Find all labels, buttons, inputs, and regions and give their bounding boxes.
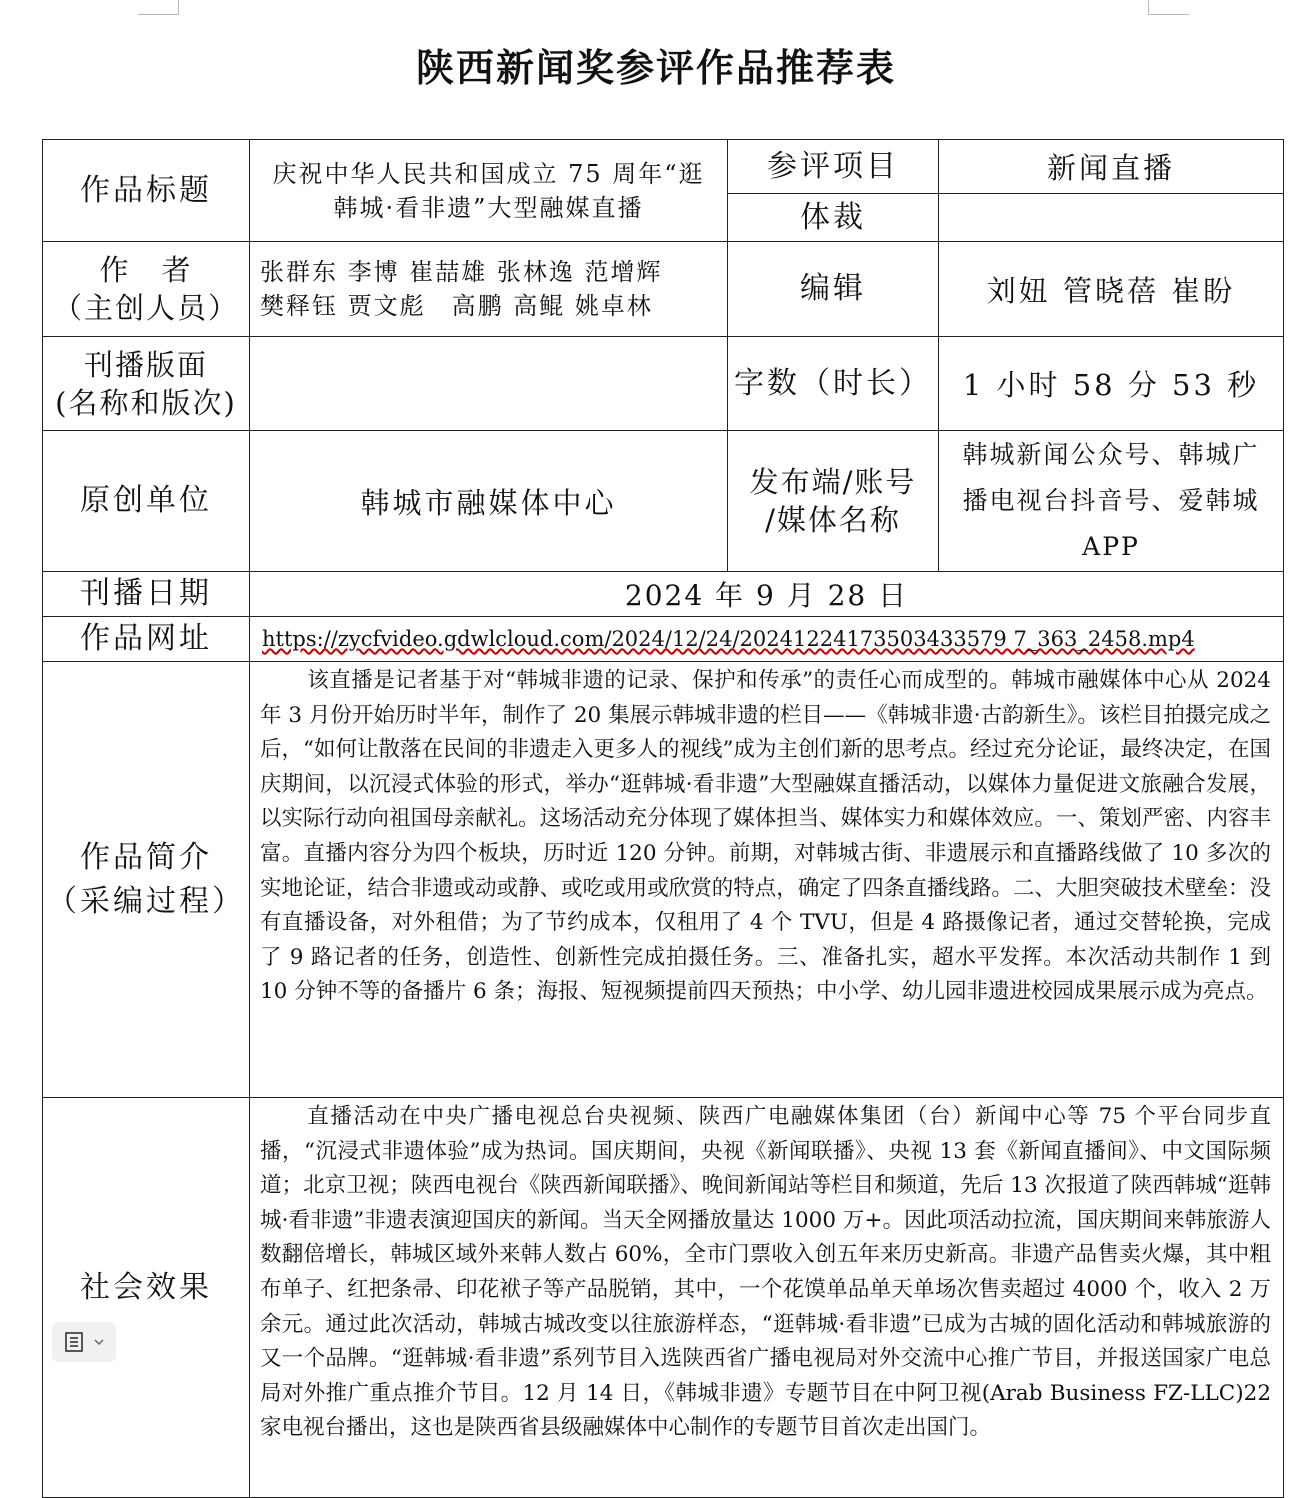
label-genre: 体裁 xyxy=(728,194,939,242)
publish-accounts-line-2: 播电视台抖音号、爱韩城 xyxy=(962,486,1260,515)
authors-line-2: 樊释钰 贾文彪 高鹏 高鲲 姚卓林 xyxy=(260,292,653,320)
label-publish-account xyxy=(728,431,939,572)
work-title-line-1: 庆祝中华人民共和国成立 75 周年“逛 xyxy=(272,159,705,188)
chevron-down-icon xyxy=(93,1336,105,1348)
label-effect: 社会效果 xyxy=(43,1098,250,1498)
work-url-link[interactable]: https://zycfvideo.gdwlcloud.com/2024/12/24/20241224173503433579 7_363_2458.mp4 xyxy=(262,627,1195,651)
value-publish-date: 2024 年 9 月 28 日 xyxy=(250,572,1284,617)
document-outline-button[interactable] xyxy=(52,1322,116,1362)
label-category: 参评项目 xyxy=(728,140,939,194)
label-author-sub: （主创人员） xyxy=(52,291,239,325)
label-summary xyxy=(43,662,250,1098)
label-original-unit: 原创单位 xyxy=(43,431,250,572)
value-original-unit: 韩城市融媒体中心 xyxy=(250,431,728,572)
label-layout-sub: (名称和版次) xyxy=(55,385,237,420)
page-corner-mark-right xyxy=(1148,0,1189,15)
value-authors xyxy=(250,242,728,337)
value-url-cell xyxy=(250,617,1284,662)
authors-line-1: 张群东 李博 崔喆雄 张林逸 范增辉 xyxy=(260,258,663,286)
label-url: 作品网址 xyxy=(43,617,250,662)
work-title-line-2: 韩城·看非遗”大型融媒直播 xyxy=(333,193,644,222)
recommendation-form-table xyxy=(42,139,1284,1498)
value-publish-accounts xyxy=(939,431,1284,572)
label-summary-main: 作品简介 xyxy=(80,839,212,875)
label-editor: 编辑 xyxy=(728,242,939,337)
label-author-main: 作 者 xyxy=(99,253,193,287)
value-summary: 该直播是记者基于对“韩城非遗的记录、保护和传承”的责任心而成型的。韩城市融媒体中心从 2024 年 3 月份开始历时半年，制作了 20 集展示韩城非遗的栏目——《韩城非遗·古韵新生》。该栏目拍摄完成之后，“如何让散落在民间的非遗走入更多人的视线”成为主创们新的思考点。经过充分论证，最终决定，在国庆期间，以沉浸式体验的形式，举办“逛韩城·看非遗”大型融媒直播活动，以媒体力量促进文旅融合发展，以实际行动向祖国母亲献礼。这场活动充分体现了媒体担当、媒体实力和媒体效应。一、策划严密、内容丰富。直播内容分为四个板块，历时近 120 分钟。前期，对韩城古街、非遗展示和直播路线做了 10 多次的实地论证，结合非遗或动或静、或吃或用或欣赏的特点，确定了四条直播线路。二、大胆突破技术壁垒：没有直播设备，对外租借；为了节约成本，仅租用了 4 个 TVU，但是 4 路摄像记者，通过交替轮换，完成了 9 路记者的任务，创造性、创新性完成拍摄任务。三、准备扎实，超水平发挥。本次活动共制作 1 到 10 分钟不等的备播片 6 条；海报、短视频提前四天预热；中小学、幼儿园非遗进校园成果展示成为亮点。 xyxy=(250,662,1284,1098)
publish-accounts-line-3: APP xyxy=(1082,532,1140,561)
label-work-title: 作品标题 xyxy=(43,140,250,242)
document-outline-icon xyxy=(63,1331,85,1353)
value-duration: 1 小时 58 分 53 秒 xyxy=(939,337,1284,431)
value-editors: 刘妞 管晓蓓 崔盼 xyxy=(939,242,1284,337)
value-genre xyxy=(939,194,1284,242)
value-layout xyxy=(250,337,728,431)
value-work-title xyxy=(250,140,728,242)
label-publish-account-1: 发布端/账号 xyxy=(749,465,917,499)
label-layout-main: 刊播版面 xyxy=(83,347,208,382)
label-author xyxy=(43,242,250,337)
label-summary-sub: （采编过程） xyxy=(47,883,245,919)
label-publish-account-2: /媒体名称 xyxy=(765,503,901,537)
value-category: 新闻直播 xyxy=(939,140,1284,194)
page-corner-mark-left xyxy=(138,0,179,15)
document-title: 陕西新闻奖参评作品推荐表 xyxy=(415,46,896,90)
value-effect: 直播活动在中央广播电视总台央视频、陕西广电融媒体集团（台）新闻中心等 75 个平台同步直播，“沉浸式非遗体验”成为热词。国庆期间，央视《新闻联播》、央视 13 套《新闻直播间》、中文国际频道；北京卫视；陕西电视台《陕西新闻联播》、晚间新闻站等栏目和频道，先后 13 次报道了陕西韩城“逛韩城·看非遗”非遗表演迎国庆的新闻。当天全网播放量达 1000 万+。因此项活动拉流，国庆期间来韩旅游人数翻倍增长，韩城区域外来韩人数占 60%，全市门票收入创五年来历史新高。非遗产品售卖火爆，其中粗布单子、红把条帚、印花袱子等产品脱销，其中，一个花馍单品单天单场次售卖超过 4000 个，收入 2 万余元。通过此次活动，韩城古城改变以往旅游样态，“逛韩城·看非遗”已成为古城的固化活动和韩城旅游的又一个品牌。“逛韩城·看非遗”系列节目入选陕西省广播电视局对外交流中心推广节目，并报送国家广电总局对外推广重点推介节目。12 月 14 日，《韩城非遗》专题节目在中阿卫视(Arab Business FZ-LLC)22 家电视台播出，这也是陕西省县级融媒体中心制作的专题节目首次走出国门。 xyxy=(250,1098,1284,1498)
label-layout xyxy=(43,337,250,431)
label-publish-date: 刊播日期 xyxy=(43,572,250,617)
publish-accounts-line-1: 韩城新闻公众号、韩城广 xyxy=(962,440,1260,469)
label-word-count: 字数（时长） xyxy=(728,337,939,431)
